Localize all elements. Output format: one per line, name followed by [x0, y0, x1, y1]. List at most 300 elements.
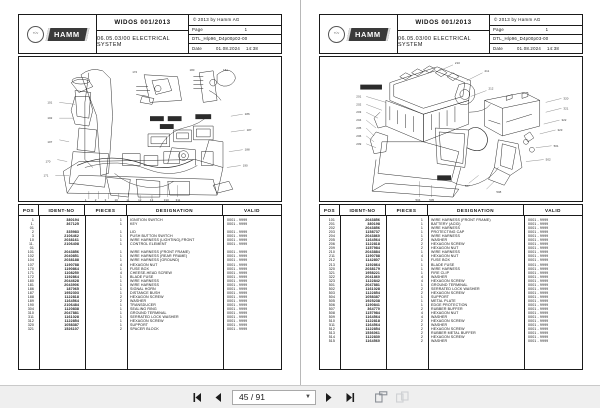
svg-text:507: 507: [464, 184, 470, 189]
column-header-pieces: PIECES: [386, 205, 428, 215]
svg-text:320: 320: [563, 96, 569, 101]
cell-valid: 0001 - 9999: [227, 298, 248, 303]
cell-ident-no: 2043860: [365, 234, 380, 239]
column-header-valid: VALID: [545, 207, 561, 213]
first-page-icon[interactable]: [190, 390, 205, 405]
cell-designation: METAL PLATE: [431, 298, 456, 303]
cell-pieces: 2: [420, 242, 423, 247]
page-indicator-value: 45 / 91: [239, 392, 265, 402]
cell-valid: 0001 - 9999: [528, 327, 549, 332]
certification-seal-icon: TÜV: [328, 26, 345, 43]
svg-text:2: 2: [94, 198, 97, 201]
cell-designation: DISTANCE BUSH: [130, 290, 161, 295]
cell-ident-no: 1536061: [365, 331, 380, 336]
date-value: 01.08.2024: [516, 45, 541, 51]
copyright-text: © 2013 by Hamm AG: [490, 15, 582, 26]
cell-pos: 323: [328, 278, 335, 283]
cell-valid: 0001 - 9999: [227, 319, 248, 324]
cell-designation: FUSE BOX: [130, 266, 149, 271]
pdf-toolbar: [0, 385, 600, 408]
cell-ident-no: 2043884: [365, 250, 380, 255]
cell-valid: 0001 - 9999: [528, 222, 549, 227]
cell-pos: 311: [27, 315, 34, 320]
svg-text:504: 504: [415, 198, 421, 201]
svg-text:188: 188: [244, 147, 250, 152]
cell-pos: 102: [27, 254, 34, 259]
cell-pos: 503: [328, 290, 335, 295]
title-block-right: [189, 15, 281, 53]
cell-valid: 0001 - 9999: [227, 311, 248, 316]
cell-designation: KEY: [130, 222, 138, 227]
cell-valid: 0001 - 9999: [227, 242, 248, 247]
cell-pieces: 4: [420, 278, 423, 283]
column-header-valid: VALID: [244, 207, 260, 213]
cell-ident-no: 1122854: [365, 290, 380, 295]
cell-designation: HEXAGON NUT: [130, 262, 158, 267]
cell-pieces: 2: [420, 339, 423, 344]
column-header-ident-no: IDENT-NO: [39, 205, 85, 215]
cell-ident-no: 2047881: [64, 311, 79, 316]
cell-ident-no: 2106484: [64, 302, 79, 307]
cell-pieces: 2: [420, 246, 423, 251]
svg-text:502: 502: [545, 157, 551, 162]
pdf-page-right[interactable]: [300, 0, 600, 385]
cell-designation: WIRE HARNESS: [431, 226, 460, 231]
cell-valid: 0001 - 9999: [528, 218, 549, 222]
svg-text:187: 187: [246, 127, 252, 132]
page-label: Page: [192, 27, 204, 33]
column-header-pieces: PIECES: [85, 205, 127, 215]
cell-pos: 10: [29, 238, 34, 243]
cell-ident-no: 187065: [66, 286, 79, 291]
cell-designation: SEALING RING: [130, 307, 157, 312]
svg-text:190: 190: [242, 163, 248, 168]
svg-text:170: 170: [45, 159, 51, 164]
svg-text:181: 181: [222, 67, 228, 72]
cell-pos: 506: [328, 302, 335, 307]
page-sheet: [313, 8, 589, 376]
parts-table-right: [319, 204, 583, 370]
cell-pieces: 2: [420, 307, 423, 312]
cell-pieces: 1: [119, 250, 122, 255]
cell-pos: 210: [328, 250, 335, 255]
cell-ident-no: 380198: [367, 222, 380, 227]
cell-pos: 320: [328, 266, 335, 271]
cell-designation: HEXAGON NUT: [431, 246, 459, 251]
cell-valid: 0001 - 9999: [227, 262, 248, 267]
date-label: Date: [493, 45, 504, 51]
cell-valid: 0001 - 9999: [528, 250, 549, 255]
svg-text:180: 180: [189, 67, 195, 72]
cell-valid: 0001 - 9999: [528, 323, 549, 328]
cell-pos: 507: [328, 307, 335, 312]
title-block-center: [398, 15, 490, 53]
svg-text:102: 102: [47, 116, 53, 121]
cell-ident-no: 1164564: [64, 298, 79, 303]
cell-valid: 0001 - 9999: [528, 274, 549, 279]
exploded-view-drawing-left: [18, 56, 282, 202]
cell-valid: 0001 - 9999: [528, 242, 549, 247]
svg-text:107: 107: [47, 139, 53, 144]
cell-valid: 0001 - 9999: [528, 226, 549, 231]
cell-valid: 0001 - 9999: [227, 250, 248, 255]
cell-designation: RUBBER METAL BUFFER: [431, 331, 476, 336]
cell-pos: 515: [328, 339, 335, 344]
cell-pos: 104: [27, 258, 34, 263]
cell-pos: 172: [27, 274, 34, 279]
cell-ident-no: 1958221: [365, 270, 380, 275]
cell-pieces: 1: [119, 302, 122, 307]
previous-page-icon[interactable]: [211, 390, 226, 405]
cell-designation: CONTROL ELEMENT: [130, 242, 167, 247]
brand-logo-cell: [19, 15, 97, 53]
cell-valid: 0001 - 9999: [227, 274, 248, 279]
cell-pieces: 1: [119, 242, 122, 247]
cell-pos: 201: [328, 222, 335, 227]
cell-ident-no: 1925238: [365, 298, 380, 303]
cell-pos: 205: [328, 238, 335, 243]
svg-text:508: 508: [496, 190, 502, 195]
cell-pos: 107: [27, 262, 34, 267]
cell-pieces: 4: [420, 254, 423, 259]
cell-valid: 0001 - 9999: [528, 282, 549, 287]
cell-valid: 0001 - 9999: [528, 258, 549, 263]
cell-valid: 0001 - 9999: [227, 315, 248, 320]
cell-pos: 1.: [30, 222, 34, 227]
svg-text:212: 212: [488, 86, 494, 91]
cell-valid: 0001 - 9999: [227, 286, 248, 291]
cell-pieces: 1: [119, 290, 122, 295]
cell-ident-no: 380194: [66, 218, 79, 222]
column-header-pos: POS: [320, 205, 340, 215]
cell-valid: 0001 - 9999: [227, 278, 248, 283]
cell-ident-no: 1122818: [365, 319, 380, 324]
cell-designation: GROUND TERMINAL: [130, 311, 167, 316]
date-label: Date: [192, 45, 203, 51]
svg-text:13: 13: [150, 198, 154, 201]
cell-designation: WASHER: [130, 298, 147, 303]
svg-text:205: 205: [356, 126, 362, 130]
cell-valid: 0001 - 9999: [528, 331, 549, 336]
cell-pieces: 1: [119, 238, 122, 243]
cell-pieces: 1: [119, 254, 122, 259]
cell-valid: 0001 - 9999: [528, 234, 549, 239]
title-block: [18, 14, 282, 54]
svg-text:209: 209: [356, 141, 362, 146]
cell-pos: 01: [29, 246, 34, 251]
cell-ident-no: 2043856: [365, 218, 380, 222]
cell-valid: 0001 - 9999: [227, 302, 248, 307]
parts-table-header: [320, 205, 582, 216]
cell-pieces: 1: [420, 266, 423, 271]
cell-pos: 211: [328, 254, 335, 259]
time-value: 14:38: [246, 45, 259, 51]
cell-pieces: 1: [420, 230, 423, 235]
cell-ident-no: 1164564: [365, 238, 380, 243]
svg-text:201: 201: [356, 94, 362, 99]
cell-pieces: 4: [119, 262, 122, 267]
cell-pieces: 1: [420, 270, 423, 275]
cell-pos: 509: [328, 315, 335, 320]
svg-text:3: 3: [104, 198, 107, 201]
cell-valid: 0001 - 9999: [227, 327, 248, 332]
cell-pieces: 1: [119, 222, 122, 227]
svg-text:206: 206: [356, 133, 362, 138]
cell-ident-no: 1122854: [365, 327, 380, 332]
page-number-input[interactable]: [232, 390, 316, 405]
cell-pieces: 2: [420, 286, 423, 291]
date-value: 01.08.2024: [215, 45, 240, 51]
cell-pieces: 1: [119, 282, 122, 287]
cell-designation: BLADE FUSE: [130, 274, 154, 279]
cell-valid: 0001 - 9999: [528, 254, 549, 259]
column-header-pos: POS: [19, 205, 39, 215]
cell-designation: WIRE HARNESS: [130, 282, 159, 287]
column-header-designation: DESIGNATION: [127, 205, 223, 215]
cell-pos: 3: [31, 234, 34, 239]
cell-pos: 206: [328, 242, 335, 247]
cell-pieces: 1: [119, 307, 122, 312]
cell-designation: TRANSDUCER: [130, 302, 156, 307]
cell-pos: 101: [27, 250, 34, 255]
cell-pos: 01: [29, 226, 34, 231]
cell-valid: 0001 - 9999: [528, 311, 549, 316]
cell-pieces: 2: [119, 327, 122, 332]
svg-text:11: 11: [126, 198, 130, 201]
drawing-svg: [320, 57, 582, 201]
cell-ident-no: 2043856: [64, 250, 79, 255]
cell-pos: 321: [27, 327, 34, 332]
cell-valid: 0001 - 9999: [528, 262, 549, 267]
drawing-number-row: [490, 35, 582, 44]
title-block-center: [97, 15, 189, 53]
cell-pos: 189: [27, 298, 34, 303]
cell-designation: WIRE HARNESS (GROUND): [130, 258, 180, 263]
date-row: [490, 44, 582, 53]
cell-pieces: 1: [420, 234, 423, 239]
cell-ident-no: 1190788: [64, 262, 79, 267]
cell-ident-no: 2106408: [64, 242, 79, 247]
cell-designation: SUPPORT: [431, 294, 450, 299]
cell-pieces: 1: [420, 294, 423, 299]
cell-pos: 187: [27, 290, 34, 295]
cell-designation: WIRE HARNESS (REAR FRAME): [130, 254, 188, 259]
page-row: [490, 26, 582, 35]
cell-pieces: 4: [420, 274, 423, 279]
cell-ident-no: 1122818: [365, 242, 380, 247]
cell-designation: WASHER: [431, 238, 448, 243]
cell-ident-no: 364770: [367, 307, 380, 312]
cell-pos: 511: [328, 323, 335, 328]
cell-designation: WIRE HARNESS (FRONT FRAME): [130, 250, 190, 255]
pdf-page-left[interactable]: [0, 0, 300, 385]
svg-text:323: 323: [557, 127, 563, 132]
cell-ident-no: 1058387: [64, 323, 79, 328]
cell-ident-no: 2040851: [64, 254, 79, 259]
cell-pos: 505: [328, 298, 335, 303]
cell-pieces: 1: [119, 319, 122, 324]
cell-pos: 188: [27, 294, 34, 299]
cell-valid: 0001 - 9999: [227, 222, 248, 227]
cell-pieces: 4: [119, 270, 122, 275]
cell-pos: 101: [328, 218, 335, 222]
cell-pieces: 1: [420, 282, 423, 287]
cell-pos: 209: [328, 246, 335, 251]
cell-pieces: 1: [119, 311, 122, 316]
cell-pieces: 4: [420, 311, 423, 316]
cell-ident-no: 1190864: [64, 266, 79, 271]
cell-designation: FIRE CLIP: [431, 270, 450, 275]
cell-designation: HEXAGON SCREW: [431, 242, 465, 247]
last-page-icon[interactable]: [343, 390, 358, 405]
column-header-designation: DESIGNATION: [428, 205, 524, 215]
cell-designation: HEXAGON SCREW: [431, 278, 465, 283]
cell-valid: 0001 - 9999: [528, 298, 549, 303]
cell-valid: 0001 - 9999: [528, 278, 549, 283]
two-page-view-icon[interactable]: [395, 390, 410, 405]
cell-ident-no: 335983: [66, 230, 79, 235]
cell-pos: 180: [27, 278, 34, 283]
cell-pos: 310: [27, 311, 34, 316]
cell-ident-no: 1161028: [64, 315, 79, 320]
cell-pieces: 1: [119, 274, 122, 279]
cell-pieces: 2: [420, 319, 423, 324]
brand-logo-cell: [320, 15, 398, 53]
cell-valid: 0001 - 9999: [528, 335, 549, 340]
cell-ident-no: 367125: [66, 222, 79, 227]
cell-pieces: 1: [119, 278, 122, 283]
cell-pos: 501: [328, 282, 335, 287]
cell-ident-no: 2043906: [64, 282, 79, 287]
cell-pos: 514: [328, 335, 335, 340]
title-block-right: [490, 15, 582, 53]
drawing-number: DTL_Hlp96_D4p00p02-00: [192, 36, 248, 42]
cell-valid: 0001 - 9999: [227, 323, 248, 328]
svg-text:505: 505: [429, 198, 435, 201]
single-page-view-icon[interactable]: [374, 390, 389, 405]
cell-valid: 0001 - 9999: [528, 294, 549, 299]
cell-valid: 0001 - 9999: [227, 238, 248, 243]
cell-pos: 510: [328, 319, 335, 324]
cell-pieces: 1: [119, 286, 122, 291]
cell-pieces: 1: [420, 262, 423, 267]
cell-ident-no: 2047881: [365, 282, 380, 287]
cell-designation: GROUND TERMINAL: [431, 282, 468, 287]
cell-designation: IGNITION SWITCH: [130, 218, 163, 222]
svg-text:211: 211: [484, 68, 490, 73]
svg-text:10: 10: [114, 198, 118, 201]
cell-designation: SPACER BLOCK: [130, 327, 159, 332]
cell-ident-no: 1122854: [64, 319, 79, 324]
table-row: [19, 327, 281, 331]
cell-designation: WIRE HARNESS: [431, 266, 460, 271]
cell-ident-no: 1157984: [365, 246, 380, 251]
hamm-logo-text: HAMM: [54, 29, 80, 39]
chevron-down-icon[interactable]: ▼: [305, 394, 311, 400]
cell-pos: 190: [27, 302, 34, 307]
cell-valid: 0001 - 9999: [528, 290, 549, 295]
cell-pieces: 2: [420, 331, 423, 336]
cell-pos: 320: [27, 323, 34, 328]
cell-ident-no: 1120838: [64, 307, 79, 312]
time-value: 14:38: [547, 45, 560, 51]
cell-designation: WIRE HARNESS (FRONT FRAME): [431, 218, 491, 222]
cell-designation: RUBBER BUFFER: [431, 307, 463, 312]
cell-ident-no: 2044628: [64, 278, 79, 283]
catalog-title: WIDOS 001/2013: [398, 15, 489, 31]
cell-pieces: 1: [119, 323, 122, 328]
cell-ident-no: 1161028: [365, 286, 380, 291]
cell-pos: 508: [328, 311, 335, 316]
cell-pos: 212: [328, 258, 335, 263]
cell-valid: 0001 - 9999: [528, 270, 549, 275]
cell-ident-no: 1190841: [365, 302, 380, 307]
cell-pos: 512: [328, 327, 335, 332]
cell-designation: HEXAGON SCREW: [431, 290, 465, 295]
cell-designation: HEXAGON SCREW: [130, 294, 164, 299]
page-value: 1: [244, 27, 248, 33]
cell-ident-no: 1058387: [365, 294, 380, 299]
cell-pos: 504: [328, 294, 335, 299]
cell-pos: 11.: [28, 242, 34, 247]
page-row: [189, 26, 281, 35]
svg-text:171: 171: [43, 173, 49, 178]
cell-ident-no: 1192864: [365, 262, 380, 267]
cell-pos: 181: [27, 282, 34, 287]
svg-text:172: 172: [132, 69, 138, 74]
hamm-logo-text: HAMM: [355, 29, 381, 39]
cell-pieces: 2: [119, 298, 122, 303]
svg-text:204: 204: [356, 118, 362, 123]
cell-pieces: 2: [420, 335, 423, 340]
cell-ident-no: 1192864: [64, 274, 79, 279]
hamm-logo: [347, 28, 390, 41]
date-row: [189, 44, 281, 53]
cell-designation: FUSE BOX: [431, 258, 450, 263]
cell-pieces: 1: [420, 298, 423, 303]
cell-pieces: 2: [420, 290, 423, 295]
cell-designation: SIGNAL HORN: [130, 286, 156, 291]
cell-ident-no: 1952303: [64, 290, 79, 295]
cell-valid: 0001 - 9999: [528, 302, 549, 307]
copyright-text: © 2013 by Hamm AG: [189, 15, 281, 26]
svg-text:311: 311: [175, 198, 181, 201]
next-page-icon[interactable]: [322, 390, 337, 405]
cell-pos: 1: [31, 218, 34, 222]
cell-pieces: 1: [420, 226, 423, 231]
cell-pieces: 1: [420, 218, 423, 222]
table-row: [320, 339, 582, 343]
cell-designation: BATTERY (ACID): [431, 222, 461, 227]
cell-ident-no: 2038161: [64, 238, 79, 243]
cell-pieces: 1: [119, 266, 122, 271]
group-title: 06.05.03/00 ELECTRICAL SYSTEM: [97, 36, 170, 48]
cell-valid: 0001 - 9999: [227, 218, 248, 222]
page-sheet: [12, 8, 288, 376]
cell-valid: 0001 - 9999: [528, 319, 549, 324]
cell-ident-no: 1164564: [365, 323, 380, 328]
cell-designation: CHEESE-HEAD SCREW: [130, 270, 173, 275]
cell-pieces: 1: [420, 302, 423, 307]
cell-ident-no: 1190788: [365, 254, 380, 259]
cell-designation: EDGE PROTECTION: [431, 302, 468, 307]
svg-text:501: 501: [553, 143, 559, 148]
cell-valid: 0001 - 9999: [227, 258, 248, 263]
cell-pieces: 1: [420, 250, 423, 255]
cell-ident-no: 1526107: [64, 327, 79, 332]
cell-designation: WASHER: [431, 315, 448, 320]
cell-designation: BLADE FUSE: [431, 262, 455, 267]
